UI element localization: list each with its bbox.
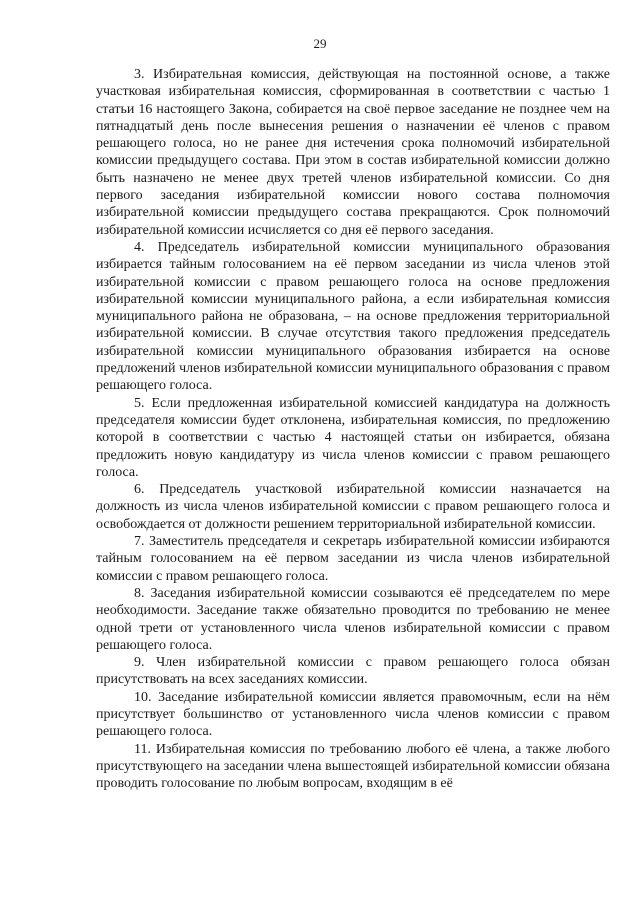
document-body xyxy=(96,66,610,792)
paragraph-11: 11. Избирательная комиссия по требованию любого её члена, а также любого присутствующего на заседании члена вышестоящей избирательной комиссии обязана проводить голосование по любым вопросам, входящим в её xyxy=(96,741,610,792)
paragraph-3: 3. Избирательная комиссия, действующая на постоянной основе, а также участковая избирательная комиссия, сформированная в соответствии с частью 1 статьи 16 настоящего Закона, собирается на своё первое заседание не позднее чем на пятнадцатый день после вынесения решения о назначении её членов с правом решающего голоса, но не ранее дня истечения срока полномочий избирательной комиссии предыдущего состава. При этом в состав избирательной комиссии должно быть назначено не менее двух третей членов избирательной комиссии. Со дня первого заседания избирательной комиссии нового состава полномочия избирательной комиссии предыдущего состава прекращаются. Срок полномочий избирательной комиссии исчисляется со дня её первого заседания. xyxy=(96,67,610,238)
paragraph-9: 9. Член избирательной комиссии с правом решающего голоса обязан присутствовать на всех заседаниях комиссии. xyxy=(96,655,610,688)
paragraph-5: 5. Если предложенная избирательной комиссией кандидатура на должность председателя комиссии будет отклонена, избирательная комиссия, по предложению которой в соответствии с частью 4 настоящей статьи он избирается, обязана предложить новую кандидатуру из числа членов комиссии с правом решающего голоса. xyxy=(96,395,610,480)
paragraph-6: 6. Председатель участковой избирательной комиссии назначается на должность из числа членов избирательной комиссии с правом решающего голоса и освобождается от должности решением территориальной избирательной комиссии. xyxy=(96,482,610,532)
paragraph-10: 10. Заседание избирательной комиссии является правомочным, если на нём присутствует большинство от установленного числа членов комиссии с правом решающего голоса. xyxy=(96,689,610,740)
page-number: 29 xyxy=(313,36,327,51)
paragraph-8: 8. Заседания избирательной комиссии созываются её председателем по мере необходимости. Заседание также обязательно проводится по требованию не менее одной трети от установленного числа членов избирательной комиссии с правом решающего голоса. xyxy=(96,585,610,653)
paragraph-7: 7. Заместитель председателя и секретарь избирательной комиссии избираются тайным голосованием на её первом заседании из числа членов избирательной комиссии с правом решающего голоса. xyxy=(96,534,610,584)
paragraph-4: 4. Председатель избирательной комиссии муниципального образования избирается тайным голосованием на её первом заседании из числа членов этой избирательной комиссии с правом решающего голоса на основе предложения избирательной комиссии муниципального района, а если избирательная комиссия муниципального района не образована, – на основе предложения территориальной избирательной комиссии. В случае отсутствия такого предложения председатель избирательной комиссии муниципального образования избирается на основе предложений членов избирательной комиссии муниципального образования с правом решающего голоса. xyxy=(96,239,610,394)
